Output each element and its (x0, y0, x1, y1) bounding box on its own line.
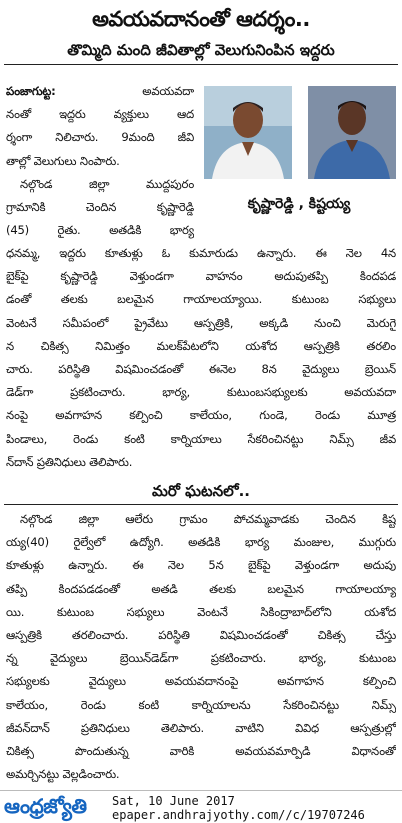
text-line: తప్పి కిందపడడంతో అతడి తలకు బలమైన గాయాలయ్యా (6, 581, 396, 596)
publication-logo: ఆంధ్రజ్యోతి (4, 794, 87, 818)
text-line: సభ్యులకు వైద్యులు అవయవదానంపై అవగాహన కల్పించి (6, 674, 396, 689)
divider (4, 64, 398, 65)
text-line: నంపై అవగాహన కల్పించి కాలేయం, గుండె, రెండు మూత్ర (6, 408, 396, 423)
text-line: పిండాలు, రెండు కంటి కార్నియాలు సేకరించినట్టు నిమ్స్ జీవ (6, 431, 396, 446)
text-line: జీవన్‌దాన్ ప్రతినిధులు తెలిపారు. వాటిని వివిధ ఆస్పత్రుల్లో (6, 720, 396, 735)
photos (198, 86, 400, 229)
text-line: అమర్చినట్టు వెల్లడించారు. (6, 767, 120, 782)
text-line: తాల్లో వెలుగులు నింపారు. (6, 153, 120, 168)
headline: అవయవదానంతో ఆదర్శం.. (92, 7, 310, 31)
footer-meta (112, 794, 365, 822)
article-intro (6, 80, 194, 242)
text-line: కాలేయం, రెండు కంటి కార్నియాలను సేకరించినట్టు నిమ్స్ (6, 697, 396, 712)
text-line: న్‌దాన్ ప్రతినిధులు తెలిపారు. (6, 454, 133, 469)
text-line: చారు. పరిస్థితి విషమించడంతో ఈనెల 8న వైద్యులు బ్రెయిన్ (6, 361, 396, 376)
text-line: య్య(40) రైల్వేలో ఉద్యోగి. అతడికి భార్య మంజుల, ముగ్గురు (6, 535, 396, 550)
text-line: బైక్‌పై కృష్ణారెడ్డి వెళ్తుండగా వాహనం అదుపుతప్పి కిందపడ (6, 269, 396, 284)
photo-caption: కృష్ణారెడ్డి , కిష్టయ్య (247, 196, 351, 212)
text-line: చికిత్స పొందుతున్న వారికి అవయవమార్పిడి విధానంతో (6, 743, 396, 758)
text-line: న చికిత్స నిమిత్తం మలక్‌పేటలోని యశోద ఆస్పత్రికి తరలిం (6, 338, 396, 353)
text-line (6, 80, 194, 103)
text-line: ర్శంగా నిలిచారు. 9మంది జీవి (6, 130, 194, 145)
text-line: ఆస్పత్రికి తరలించారు. పరిస్థితి విషమించడంతో చికిత్స చేస్తు (6, 627, 396, 642)
publication-date: Sat, 10 June 2017 (112, 794, 235, 808)
article-body-1 (6, 242, 396, 474)
article-body-2 (6, 508, 396, 786)
section-heading: మరో ఘటనలో.. (152, 482, 250, 500)
text-line: న్న వైద్యులు బ్రెయిన్‌డెడ్‌గా ప్రకటించారు. భార్య, కుటుంబ (6, 651, 396, 666)
text-line: కూతుళ్లు ఉన్నారు. ఈ నెల 5న బైక్‌పై వెళ్తుండగా అదుపు (6, 558, 396, 573)
dateline: పంజాగుట్ట: (6, 84, 56, 98)
text-line: డంతో తలకు బలమైన గాయాలయ్యాయి. కుటుంబ సభ్యులు (6, 292, 396, 307)
text-line: డెడ్‌గా ప్రకటించారు. భార్య, కుటుంబసభ్యులకు అవయవదా (6, 385, 396, 400)
text-line: వెంటనే సమీపంలో ప్రైవేటు ఆస్పత్రికి, అక్కడి నుంచి మెరుగై (6, 315, 396, 330)
dateline-rest: అవయవదా (142, 84, 194, 98)
text-line: (45) రైతు. అతడికి భార్య (6, 223, 194, 238)
photo-kishtaiah (308, 86, 396, 179)
text-line: గ్రామానికి చెందిన కృష్ణారెడ్డి (6, 199, 194, 214)
footer (0, 790, 402, 823)
text-line: నంతో ఇద్దరు వ్యక్తులు ఆద (6, 107, 194, 122)
section-divider (4, 504, 398, 505)
text-line: ధనమ్మ, ఇద్దరు కూతుళ్లు ఓ కుమారుడు ఉన్నారు. ఈ నెల 4న (6, 246, 396, 260)
text-line: నల్గొండ జిల్లా ఆలేరు గ్రామం పోచమ్మవాడకు చెందిన కిష్ట (20, 512, 396, 526)
text-line: నల్గొండ జిల్లా ముద్దపురం (20, 176, 194, 191)
text-line: యి. కుటుంబ సభ్యులు వెంటనే సికింద్రాబాద్‌లోని యశోద (6, 604, 396, 619)
photo-krishnareddy (204, 86, 292, 179)
subheadline: తొమ్మిది మంది జీవితాల్లో వెలుగునింపిన ఇద్దరు (67, 41, 335, 59)
source-url[interactable]: epaper.andhrajyothy.com//c/19707246 (112, 808, 365, 822)
